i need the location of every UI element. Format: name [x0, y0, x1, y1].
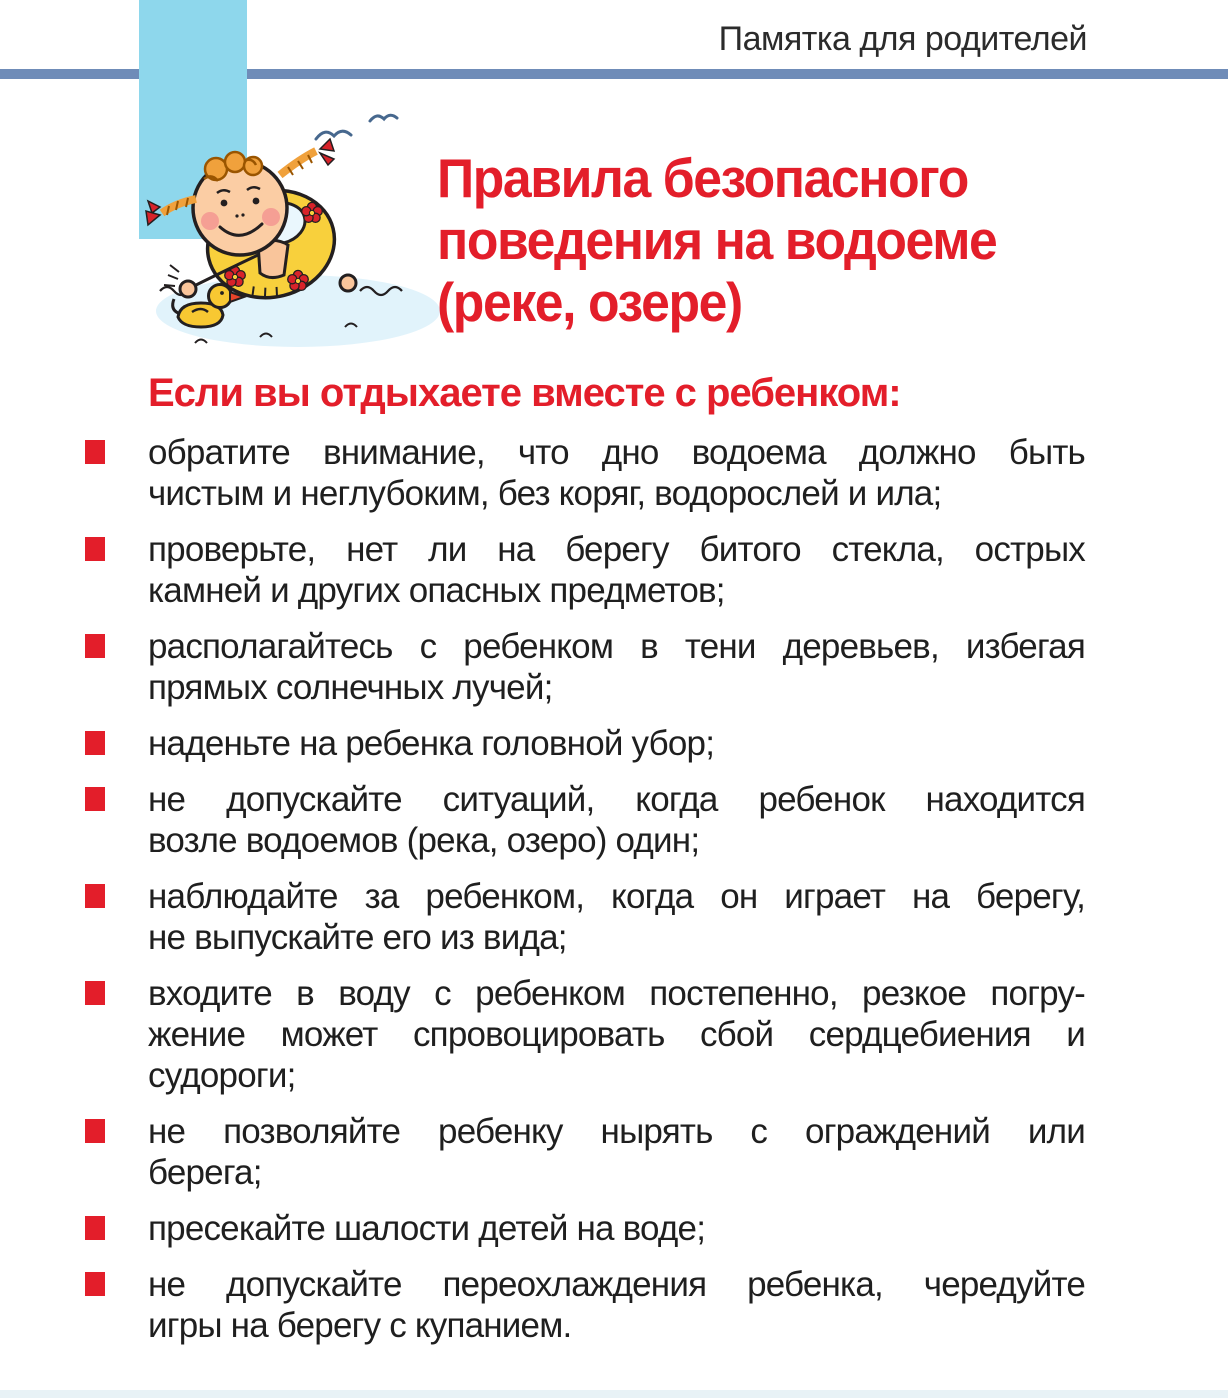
list-item-line: проверьте, нет ли на берегу битого стекла, острых: [148, 530, 1085, 569]
braid-left-icon: [146, 198, 196, 225]
content-area: [85, 371, 1095, 1361]
list-item: [85, 529, 1095, 611]
list-item-line: не выпускайте его из вида;: [148, 918, 567, 957]
list-item-line: обратите внимание, что дно водоема должно быть: [148, 433, 1085, 472]
list-item-text: [148, 973, 1085, 1096]
bullet-square-icon: [85, 884, 105, 908]
list-item-line: жение может спровоцировать сбой сердцебиения и: [148, 1015, 1085, 1054]
list-item: [85, 432, 1095, 514]
list-item-text: [148, 1264, 1085, 1346]
bullet-square-icon: [85, 1119, 105, 1143]
list-item-line: наденьте на ребенка головной убор;: [148, 724, 715, 763]
bullet-square-icon: [85, 440, 105, 464]
list-item-line: наблюдайте за ребенком, когда он играет на берегу,: [148, 877, 1085, 916]
page-title-line-3: (реке, озере): [437, 271, 742, 333]
list-item-line: располагайтесь с ребенком в тени деревьев, избегая: [148, 627, 1085, 666]
section-heading: Если вы отдыхаете вместе с ребенком:: [148, 371, 901, 415]
list-item-text: [148, 432, 1085, 514]
bullet-square-icon: [85, 731, 105, 755]
list-item-text: [148, 779, 1085, 861]
list-item-line: не допускайте ситуаций, когда ребенок находится: [148, 780, 1085, 819]
list-item: [85, 626, 1095, 708]
list-item-line: чистым и неглубоким, без коряг, водорослей и ила;: [148, 474, 942, 513]
braid-right-icon: [280, 139, 334, 175]
list-item-text: [148, 1111, 1085, 1193]
list-item-line: не допускайте переохлаждения ребенка, чередуйте: [148, 1265, 1085, 1304]
list-item-line: пресекайте шалости детей на воде;: [148, 1209, 706, 1248]
bullet-square-icon: [85, 787, 105, 811]
page-title-line-2: поведения на водоеме: [437, 209, 997, 271]
rules-list: [85, 432, 1095, 1346]
bullet-square-icon: [85, 1216, 105, 1240]
list-item-line: камней и других опасных предметов;: [148, 571, 725, 610]
list-item-text: [148, 626, 1085, 708]
list-item: [85, 876, 1095, 958]
page-title-line-1: Правила безопасного: [437, 147, 968, 209]
list-item: [85, 779, 1095, 861]
list-item-line: судороги;: [148, 1056, 296, 1095]
list-item-text: [148, 1208, 1085, 1249]
list-item: [85, 973, 1095, 1096]
bullet-square-icon: [85, 981, 105, 1005]
list-item-text: [148, 529, 1085, 611]
bullet-square-icon: [85, 537, 105, 561]
list-item-text: [148, 723, 1085, 764]
bullet-square-icon: [85, 1272, 105, 1296]
page-title: [437, 147, 996, 333]
baby-swimming-illustration: [140, 105, 460, 353]
list-item: [85, 1264, 1095, 1346]
list-item: [85, 1111, 1095, 1193]
list-item-line: игры на берегу с купанием.: [148, 1306, 572, 1345]
list-item-line: не позволяйте ребенку нырять с ограждений или: [148, 1112, 1085, 1151]
list-item: [85, 1208, 1095, 1249]
list-item-text: [148, 876, 1085, 958]
bottom-rule-line: [0, 1390, 1228, 1398]
list-item-line: входите в воду с ребенком постепенно, резкое погру-: [148, 974, 1085, 1013]
list-item-line: возле водоемов (река, озеро) один;: [148, 821, 700, 860]
list-item-line: берега;: [148, 1153, 262, 1192]
birds-icon: [316, 115, 397, 139]
list-item-line: прямых солнечных лучей;: [148, 668, 553, 707]
bullet-square-icon: [85, 634, 105, 658]
list-item: [85, 723, 1095, 764]
page-header: Памятка для родителей: [718, 20, 1087, 58]
